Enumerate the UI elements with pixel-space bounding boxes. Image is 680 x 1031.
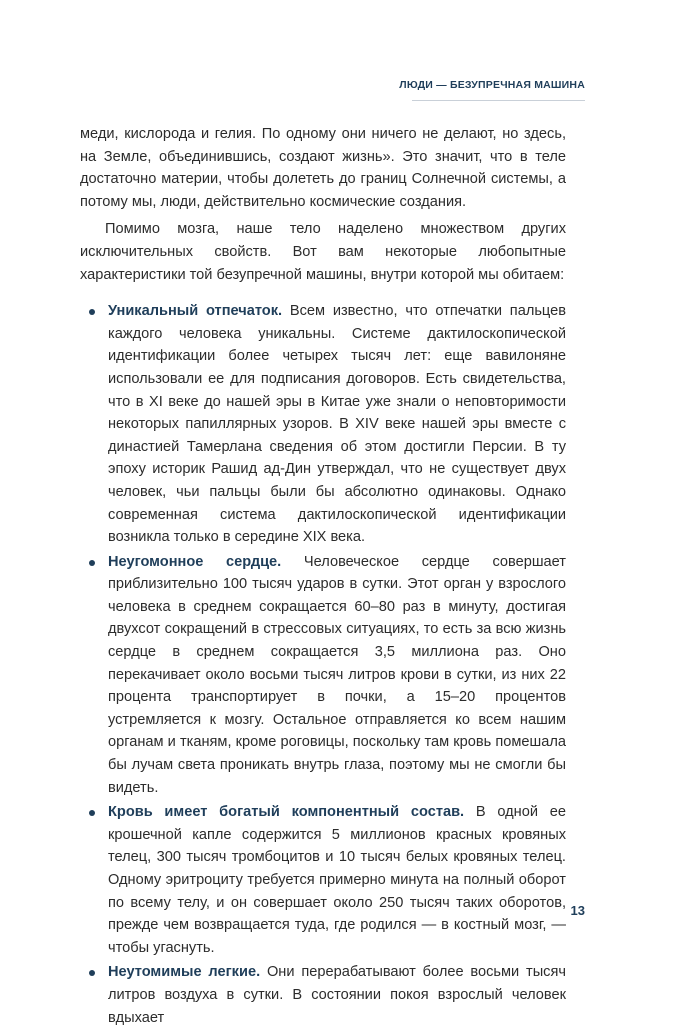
bullet-icon [89, 560, 95, 566]
item-text: Они перерабатывают более восьми тысяч литров воздуха в сутки. В состоянии покоя взрослый человек вдыхает [108, 964, 566, 1026]
body-text [80, 123, 566, 1031]
running-header: ЛЮДИ — БЕЗУПРЕЧНАЯ МАШИНА [399, 79, 585, 91]
item-text: В одной ее крошечной капле содержится 5 миллионов красных кровяных телец, 300 тысяч тромбоцитов и 10 тысяч белых кровяных телец. Одному эритроциту требуется примерно минута на полный оборот по всему телу, и он совершает около 250 тысяч таких оборотов, прежде чем возвращается туда, где родился — в костный мозг, — чтобы угаснуть. [108, 804, 566, 956]
list-item [80, 300, 566, 549]
list-item [80, 801, 566, 959]
item-heading: Кровь имеет богатый компонентный состав. [108, 804, 465, 821]
paragraph: Помимо мозга, наше тело наделено множеством других исключительных свойств. Вот вам некоторые любопытные характеристики той безупречной машины, внутри которой мы обитаем: [80, 221, 566, 283]
item-heading: Уникальный отпечаток. [108, 303, 283, 320]
item-text: Всем известно, что отпечатки пальцев каждого человека уникальны. Системе дактилоскопической идентификации более четырех тысяч лет: еще вавилоняне использовали ее для подписания договоров. Есть свидетельства, что в XI веке до нашей эры в Китае уже знали о неповторимости некоторых папиллярных узоров. В XIV веке нашей эры вместе с династией Тамерлана сведения об этом достигли Персии. В ту эпоху историк Рашид ад-Дин утверждал, что не существует двух человек, чьи пальцы были бы абсолютно одинаковы. Однако современная система дактилоскопической идентификации возникла только в середине XIX века. [108, 303, 567, 546]
header-divider [412, 100, 585, 101]
bullet-icon [89, 970, 95, 976]
bullet-icon [89, 309, 95, 315]
paragraph: меди, кислорода и гелия. По одному они ничего не делают, но здесь, на Земле, объединившись, создают жизнь». Это значит, что в теле достаточно материи, чтобы долететь до границ Солнечной системы, а потому мы, люди, действительно космические создания. [80, 126, 566, 210]
list-item [80, 551, 566, 800]
list-item [80, 961, 566, 1029]
bullet-icon [89, 810, 95, 816]
feature-list [80, 300, 566, 1029]
item-heading: Неутомимые легкие. [108, 964, 261, 981]
item-heading: Неугомонное сердце. [108, 553, 282, 570]
page-number: 13 [570, 903, 585, 918]
item-text: Человеческое сердце совершает приблизительно 100 тысяч ударов в сутки. Этот орган у взрослого человека в среднем сокращается 60–80 раз в минуту, достигая двухсот сокращений в стрессовых ситуациях, то есть за всю жизнь сердце в среднем сокращается 3,5 миллиона раз. Оно перекачивает около восьми тысяч литров крови в сутки, из них 22 процента транспортирует в почки, а 15–20 процентов устремляется к мозгу. Остальное отправляется ко всем нашим органам и тканям, кроме роговицы, поскольку там кровь помешала бы лучам света проникать внутрь глаза, поэтому мы не смогли бы видеть. [108, 553, 566, 796]
